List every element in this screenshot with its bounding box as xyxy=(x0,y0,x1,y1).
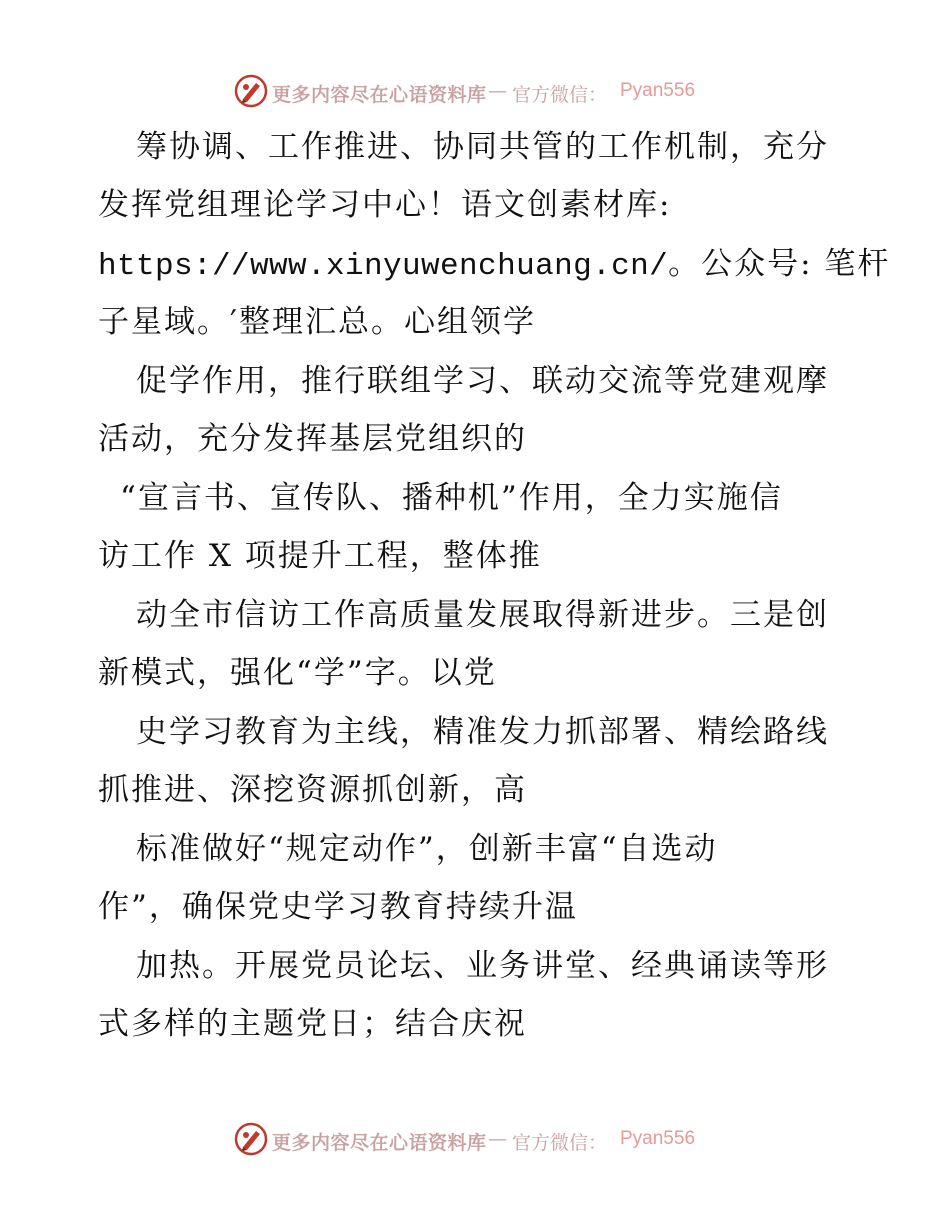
pen-logo-icon xyxy=(234,1122,268,1156)
body-line-1: 筹协调、工作推进、协同共管的工作机制，充分 xyxy=(136,129,829,165)
body-line-6: 活动，充分发挥基层党组织的 xyxy=(98,421,527,457)
body-line-10: 新模式，强化“学”字。以党 xyxy=(98,655,497,691)
banner-main-text: 更多内容尽在心语资料库 xyxy=(272,1132,487,1154)
banner-dash: — xyxy=(488,1128,507,1150)
banner-wechat-id: Pyan556 xyxy=(620,80,696,101)
body-line-15: 加热。开展党员论坛、业务讲堂、经典诵读等形 xyxy=(136,948,829,984)
body-line-3 xyxy=(98,244,890,287)
body-line-5: 促学作用，推行联组学习、联动交流等党建观摩 xyxy=(136,363,829,399)
body-line-14: 作”，确保党史学习教育持续升温 xyxy=(98,889,578,925)
body-line-3-tail: 。公众号: 笔杆 xyxy=(668,246,891,282)
banner-main-text: 更多内容尽在心语资料库 xyxy=(272,84,487,106)
body-url: https://www.xinyuwenchuang.cn/ xyxy=(98,249,669,284)
banner-wechat-id: Pyan556 xyxy=(620,1128,696,1149)
footer-banner xyxy=(0,1120,950,1160)
banner-wechat-label: 官方微信： xyxy=(512,1132,608,1154)
banner-wechat-label: 官方微信： xyxy=(512,84,608,106)
banner-dash: — xyxy=(488,80,507,102)
body-line-12: 抓推进、深挖资源抓创新，高 xyxy=(98,772,527,808)
pen-logo-icon xyxy=(234,74,268,108)
body-line-9: 动全市信访工作高质量发展取得新进步。三是创 xyxy=(136,597,829,633)
body-line-8: 访工作 X 项提升工程，整体推 xyxy=(98,538,542,574)
body-line-4: 子星域。′整理汇总。心组领学 xyxy=(98,304,537,340)
body-line-16: 式多样的主题党日；结合庆祝 xyxy=(98,1006,527,1042)
body-line-2: 发挥党组理论学习中心！语文创素材库: xyxy=(98,187,672,223)
header-banner xyxy=(0,72,950,112)
body-line-13: 标准做好“规定动作”，创新丰富“自选动 xyxy=(136,831,718,867)
body-line-7: “宣言书、宣传队、播种机”作用，全力实施信 xyxy=(120,480,783,516)
body-line-11: 史学习教育为主线，精准发力抓部署、精绘路线 xyxy=(136,714,829,750)
